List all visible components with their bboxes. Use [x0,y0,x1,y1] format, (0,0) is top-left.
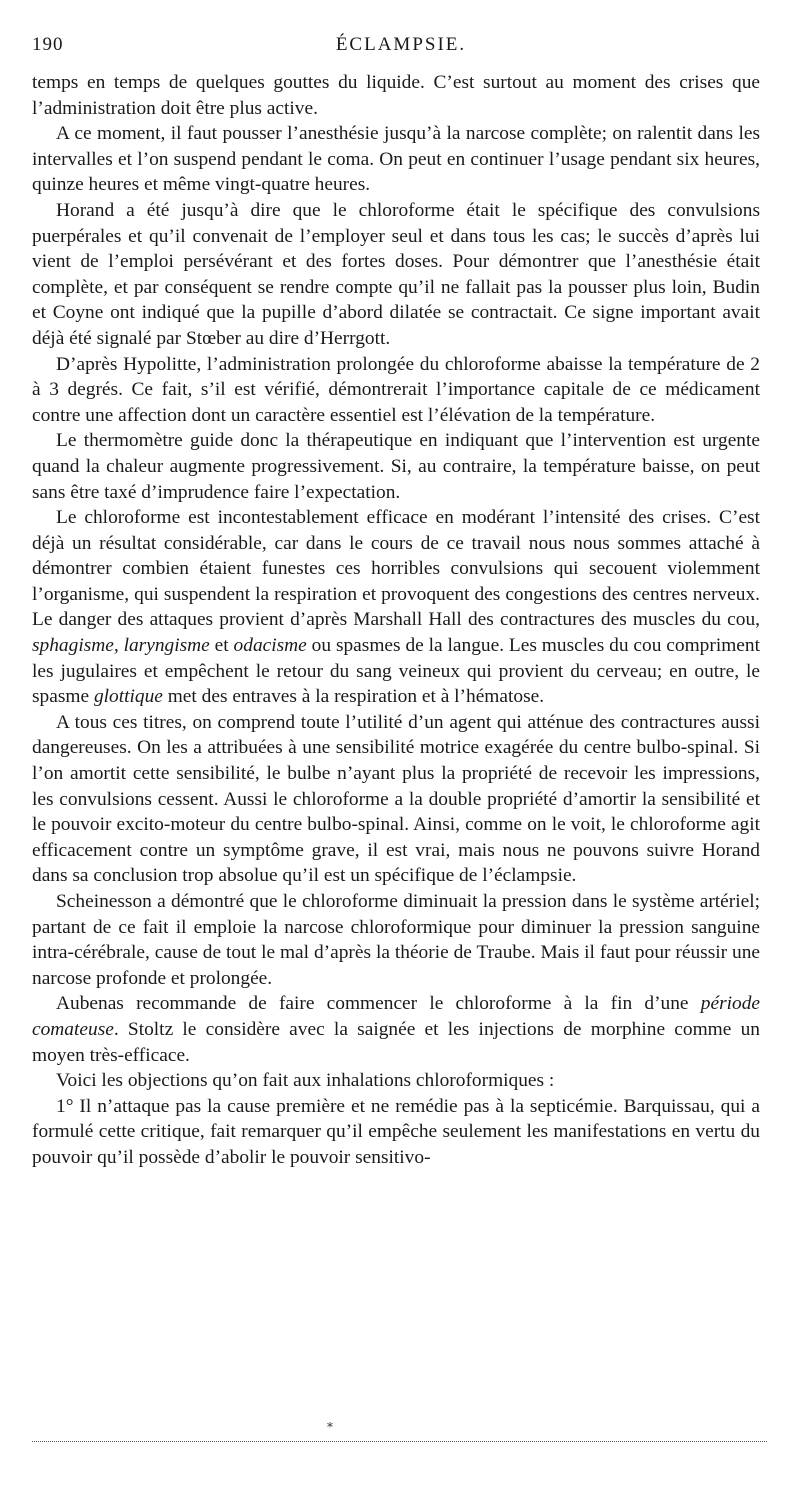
footer-divider [32,1441,767,1442]
italic-term: odacisme [233,635,307,657]
paragraph [32,121,760,198]
italic-term: période comateuse [32,993,760,1040]
text-run: et [209,635,234,657]
text-run: Scheinesson a démontré que le chloroforme diminuait la pression dans le système artériel; partant de ce fait il emploie la narcose chloroformique pour diminuer la pression sanguine intra-cérébrale, cause de tout le mal d’après la théorie de Traube. Mais il faut pour réussir une narcose profonde et prolongée. [32,891,760,989]
paragraph [32,352,760,429]
paragraph [32,710,760,889]
paragraph [32,1068,760,1094]
text-run: Le thermomètre guide donc la thérapeutique en indiquant que l’intervention est urgente quand la chaleur augmente progressivement. Si, au contraire, la température baisse, on peut sans être taxé d’imprudence faire l’expectation. [32,430,760,503]
text-run: temps en temps de quelques gouttes du liquide. C’est surtout au moment des crises que l’administration doit être plus active. [32,72,760,119]
footer-mark: * [327,1420,333,1434]
page-number: 190 [32,34,64,55]
paragraph [32,889,760,991]
page-header [32,34,770,62]
paragraph [32,198,760,352]
paragraph [32,505,760,710]
text-run: ou spasmes de la langue. Les muscles du cou compriment les jugulaires et empêchent le retour du sang veineux qui provient du cerveau; en outre, le spasme [32,635,760,708]
text-run: A tous ces titres, on comprend toute l’utilité d’un agent qui atténue des contractures aussi dangereuses. On les a attribuées à une sensibilité motrice exagérée du centre bulbo-spinal. Si l’on amortit cette sensibilité, le bulbe n’ayant plus la propriété de recevoir les impressions, les convulsions cessent. Aussi le chloroforme a la double propriété d’amortir la sensibilité et le pouvoir excito-moteur du centre bulbo-spinal. Ainsi, comme on le voit, le chloroforme agit efficacement contre un symptôme grave, il est vrai, mais nous ne pouvons suivre Horand dans sa conclusion trop absolue qu’il est un spécifique de l’éclampsie. [32,711,760,887]
text-run: 1° Il n’attaque pas la cause première et ne remédie pas à la septicémie. Barquissau, qui a formulé cette critique, fait remarquer qu’il empêche seulement les manifestations en vertu du pouvoir qu’il possède d’abolir le pouvoir sensitivo- [32,1095,760,1168]
text-run: met des entraves à la respiration et à l’hématose. [162,686,545,708]
text-run: Horand a été jusqu’à dire que le chloroforme était le spécifique des convulsions puerpérales et qu’il convenait de l’employer seul et dans tous les cas; le succès d’après lui vient de l’emploi persévérant et des fortes doses. Pour démontrer que l’anesthésie était complète, et par conséquent se rendre compte qu’il ne fallait pas la pousser plus loin, Budin et Coyne ont indiqué que la pupille d’abord dilatée se contractait. Ce signe important avait déjà été signalé par Stœber au dire d’Herrgott. [32,199,760,349]
text-run: Le chloroforme est incontestablement efficace en modérant l’intensité des crises. C’est déjà un résultat considérable, car dans le cours de ce travail nous nous sommes attaché à démontrer combien étaient funestes ces horribles convulsions qui secouent violemment l’organisme, qui suspendent la respiration et provoquent des congestions des centres nerveux. Le danger des attaques provient d’après Marshall Hall des contractures des muscles du cou, [32,507,760,631]
text-run: Voici les objections qu’on fait aux inhalations chloroformiques : [56,1070,555,1092]
italic-term: sphagisme, laryngisme [32,635,210,657]
text-run: Aubenas recommande de faire commencer le chloroforme à la fin d’une [56,993,701,1015]
italic-term: glottique [93,686,163,708]
text-run: A ce moment, il faut pousser l’anesthésie jusqu’à la narcose complète; on ralentit dans les intervalles et l’on suspend pendant le coma. On peut en continuer l’usage pendant six heures, quinze heures et même vingt-quatre heures. [32,123,760,196]
text-run: D’après Hypolitte, l’administration prolongée du chloroforme abaisse la température de 2 à 3 degrés. Ce fait, s’il est vérifié, démontrerait l’importance capitale de ce médicament contre une affection dont un caractère essentiel est l’élévation de la température. [32,353,760,426]
text-run: . Stoltz le considère avec la saignée et les injections de morphine comme un moyen très-efficace. [32,1018,760,1066]
paragraph [32,428,760,505]
paragraph [32,1094,760,1171]
body-text [32,70,760,1171]
paragraph [32,991,760,1068]
running-title: ÉCLAMPSIE. [335,34,467,55]
paragraph [32,70,760,121]
